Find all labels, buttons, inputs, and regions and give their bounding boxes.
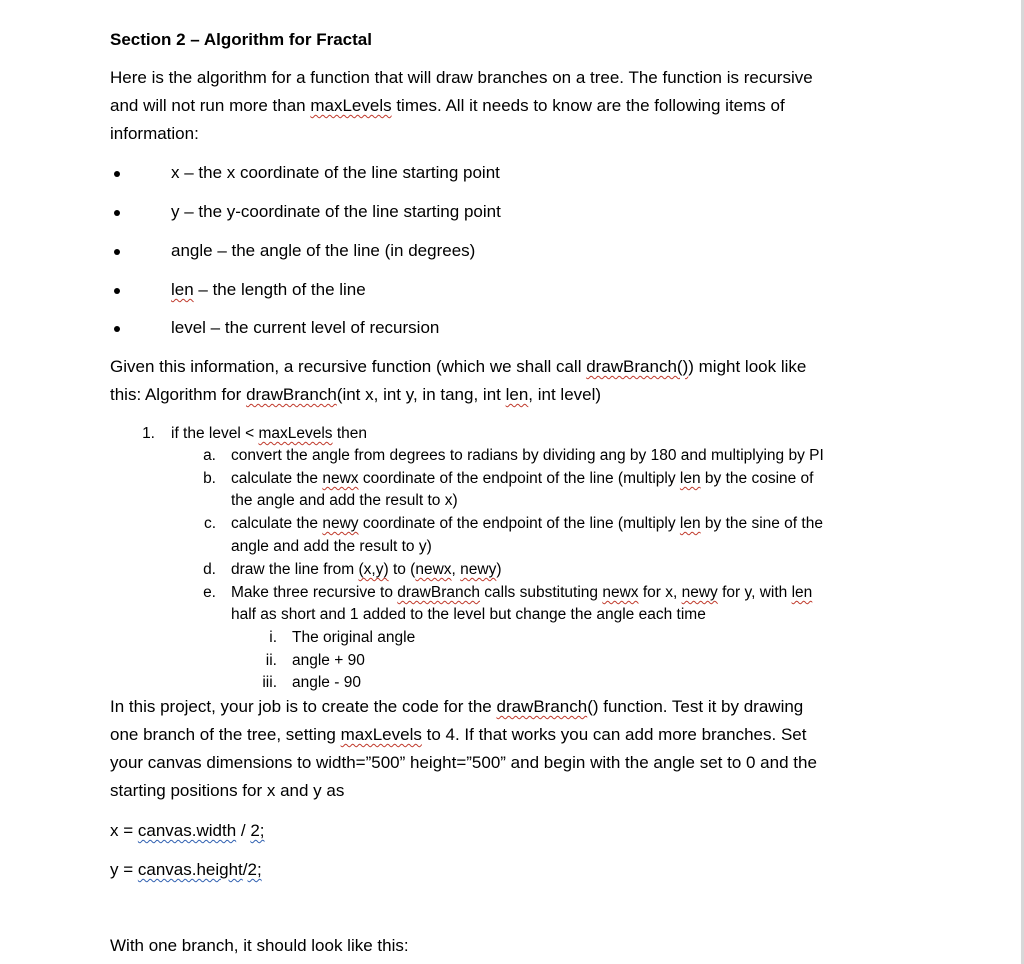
spell-flag: newx [322, 470, 359, 487]
bullet-x: x – the x coordinate of the line starting point [171, 163, 500, 182]
step-c-line-2: angle and add the result to y) [231, 538, 432, 555]
spell-flag: canvas.height [137, 860, 243, 879]
bullet-level: level – the current level of recursion [171, 318, 440, 337]
spell-flag: len [679, 515, 701, 532]
step-letter: b. [203, 470, 216, 487]
spell-flag: newx [415, 561, 452, 578]
code-x: x = canvas.width / 2; [110, 821, 265, 840]
step-b-line-1: calculate the newx coordinate of the endpoint of the line (multiply len by the cosine of [231, 470, 814, 487]
bullet-dot [114, 288, 120, 294]
step-e-line-2: half as short and 1 added to the level but change the angle each time [231, 606, 706, 623]
bullet-dot [114, 210, 120, 216]
spell-flag: (x,y) [358, 561, 389, 578]
code-y: y = canvas.height/2; [110, 860, 262, 879]
project-line-1: In this project, your job is to create the code for the drawBranch() function. Test it by drawing [110, 697, 804, 716]
spell-flag: maxLevels [258, 425, 333, 442]
spell-flag: len [505, 385, 529, 404]
given-line-1: Given this information, a recursive function (which we shall call drawBranch()) might look like [110, 357, 807, 376]
spell-flag: newy [460, 561, 497, 578]
spell-flag: len [791, 584, 813, 601]
spell-flag: drawBranch [397, 584, 480, 601]
spell-flag: maxLevels [310, 96, 392, 115]
section-heading: Section 2 – Algorithm for Fractal [110, 30, 372, 49]
bullet-dot [114, 249, 120, 255]
spell-flag: newy [681, 584, 718, 601]
given-line-2: this: Algorithm for drawBranch(int x, int y, in tang, int len, int level) [110, 385, 602, 404]
intro-line-2: and will not run more than maxLevels times. All it needs to know are the following items of [110, 96, 785, 115]
step-e-iii: angle - 90 [292, 674, 361, 691]
step-roman: ii. [265, 652, 277, 669]
step-1: if the level < maxLevels then [171, 425, 368, 442]
bullet-angle: angle – the angle of the line (in degrees) [171, 241, 476, 260]
bullet-dot [114, 171, 120, 177]
step-letter: d. [203, 561, 216, 578]
spell-flag: 2; [247, 860, 262, 879]
step-letter: a. [203, 447, 216, 464]
step-e-ii: angle + 90 [292, 652, 365, 669]
spell-flag: len [171, 280, 194, 299]
step-d: draw the line from (x,y) to (newx, newy) [231, 561, 502, 578]
bullet-y: y – the y-coordinate of the line starting point [171, 202, 501, 221]
step-e-i: The original angle [292, 629, 416, 646]
intro-line-1: Here is the algorithm for a function that will draw branches on a tree. The function is recursive [110, 68, 813, 87]
spell-flag: canvas.width [137, 821, 237, 840]
spell-flag: drawBranch() [586, 357, 689, 376]
closing-line: With one branch, it should look like this: [110, 936, 409, 955]
project-line-2: one branch of the tree, setting maxLevels to 4. If that works you can add more branches. Set [110, 725, 807, 744]
bullet-dot [114, 326, 120, 332]
step-number: 1. [142, 425, 155, 442]
step-roman: i. [269, 629, 277, 646]
spell-flag: len [679, 470, 701, 487]
spell-flag: drawBranch [496, 697, 588, 716]
step-letter: c. [203, 515, 216, 532]
step-c-line-1: calculate the newy coordinate of the endpoint of the line (multiply len by the sine of the [231, 515, 823, 532]
step-a: convert the angle from degrees to radians by dividing ang by 180 and multiplying by PI [231, 447, 824, 464]
step-b-line-2: the angle and add the result to x) [231, 492, 458, 509]
step-e-line-1: Make three recursive to drawBranch calls substituting newx for x, newy for y, with len [231, 584, 813, 601]
spell-flag: newx [602, 584, 639, 601]
project-line-3: your canvas dimensions to width=”500” height=”500” and begin with the angle set to 0 and the [110, 753, 817, 772]
spell-flag: newy [322, 515, 359, 532]
step-letter: e. [203, 584, 216, 601]
intro-line-3: information: [110, 124, 199, 143]
spell-flag: maxLevels [340, 725, 422, 744]
spell-flag: drawBranch [246, 385, 337, 404]
step-roman: iii. [262, 674, 277, 691]
spell-flag: 2; [250, 821, 265, 840]
project-line-4: starting positions for x and y as [110, 781, 345, 800]
bullet-len: len – the length of the line [171, 280, 366, 299]
